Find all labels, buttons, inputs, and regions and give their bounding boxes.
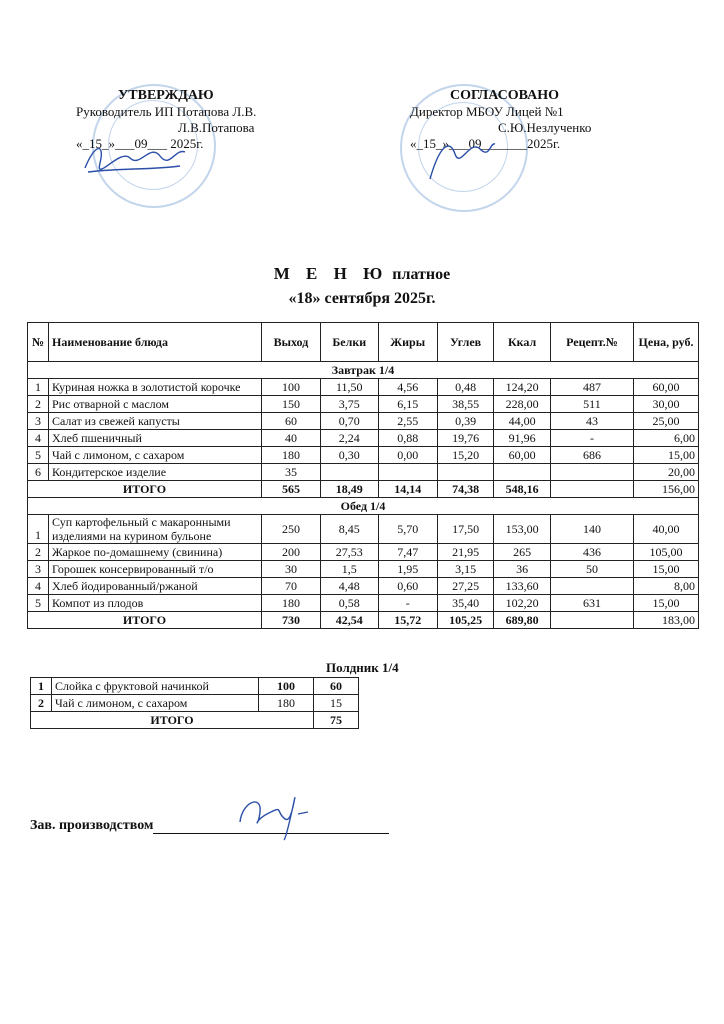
total-label: ИТОГО <box>28 612 262 629</box>
title-menu: М Е Н Ю <box>273 264 389 283</box>
cell-name: Чай с лимоном, с сахаром <box>52 695 259 712</box>
cell-number: 2 <box>28 544 49 561</box>
total-fats: 15,72 <box>378 612 437 629</box>
cell-kcal: 60,00 <box>494 447 551 464</box>
header-price: Цена, руб. <box>634 323 699 362</box>
header-kcal: Ккал <box>494 323 551 362</box>
cell-price: 15,00 <box>634 561 699 578</box>
approval-left-signatory: Л.В.Потапова <box>178 120 255 135</box>
cell-recipe: - <box>550 430 633 447</box>
document-date: «18» сентября 2025г. <box>288 290 436 307</box>
cell-proteins: 3,75 <box>320 396 378 413</box>
section-lunch <box>28 498 699 515</box>
approval-left-date: «_15_»___09___ 2025г. <box>76 136 204 151</box>
signature-right <box>420 134 500 184</box>
document-title <box>0 264 724 284</box>
cell-price: 60 <box>314 678 359 695</box>
cell-name: Кондитерское изделие <box>49 464 262 481</box>
cell-output: 180 <box>262 447 321 464</box>
cell-proteins <box>320 464 378 481</box>
cell-output: 100 <box>262 379 321 396</box>
footer-signature-line <box>30 818 389 834</box>
cell-proteins: 11,50 <box>320 379 378 396</box>
menu-table <box>27 322 699 629</box>
snack-section-title: Полдник 1/4 <box>326 660 399 675</box>
cell-proteins: 1,5 <box>320 561 378 578</box>
cell-fats: 7,47 <box>378 544 437 561</box>
cell-number: 3 <box>28 413 49 430</box>
signature-production-manager <box>232 792 312 842</box>
header-proteins: Белки <box>320 323 378 362</box>
cell-price: 15,00 <box>634 447 699 464</box>
cell-number: 4 <box>28 430 49 447</box>
table-row <box>28 413 699 430</box>
snack-total-row <box>31 712 359 729</box>
cell-price: 20,00 <box>634 464 699 481</box>
total-proteins: 42,54 <box>320 612 378 629</box>
table-row <box>28 544 699 561</box>
cell-price: 25,00 <box>634 413 699 430</box>
cell-price: 30,00 <box>634 396 699 413</box>
table-row <box>28 464 699 481</box>
total-fats: 14,14 <box>378 481 437 498</box>
cell-number: 2 <box>28 396 49 413</box>
cell-name: Суп картофельный с макаронными изделиями на курином бульоне <box>49 515 262 544</box>
cell-name: Чай с лимоном, с сахаром <box>49 447 262 464</box>
cell-recipe: 140 <box>550 515 633 544</box>
cell-name: Рис отварной с маслом <box>49 396 262 413</box>
cell-recipe: 511 <box>550 396 633 413</box>
cell-carbs: 15,20 <box>437 447 494 464</box>
breakfast-total-row <box>28 481 699 498</box>
cell-kcal: 228,00 <box>494 396 551 413</box>
cell-name: Компот из плодов <box>49 595 262 612</box>
cell-proteins: 4,48 <box>320 578 378 595</box>
total-price: 75 <box>314 712 359 729</box>
cell-number: 1 <box>31 678 52 695</box>
cell-output: 250 <box>262 515 321 544</box>
cell-number: 3 <box>28 561 49 578</box>
cell-carbs: 27,25 <box>437 578 494 595</box>
cell-carbs: 3,15 <box>437 561 494 578</box>
cell-carbs: 0,39 <box>437 413 494 430</box>
header-fats: Жиры <box>378 323 437 362</box>
cell-output: 70 <box>262 578 321 595</box>
total-kcal: 689,80 <box>494 612 551 629</box>
signature-left <box>80 138 190 178</box>
cell-name: Горошек консервированный т/о <box>49 561 262 578</box>
cell-price: 105,00 <box>634 544 699 561</box>
cell-carbs: 0,48 <box>437 379 494 396</box>
table-row <box>28 396 699 413</box>
cell-price: 15,00 <box>634 595 699 612</box>
cell-recipe: 50 <box>550 561 633 578</box>
approval-right-signatory: С.Ю.Незлученко <box>498 120 592 135</box>
cell-fats: 5,70 <box>378 515 437 544</box>
cell-proteins: 8,45 <box>320 515 378 544</box>
header-output: Выход <box>262 323 321 362</box>
cell-proteins: 2,24 <box>320 430 378 447</box>
cell-number: 2 <box>31 695 52 712</box>
header-dish-name: Наименование блюда <box>49 323 262 362</box>
table-row <box>28 447 699 464</box>
cell-carbs: 19,76 <box>437 430 494 447</box>
total-carbs: 105,25 <box>437 612 494 629</box>
cell-proteins: 27,53 <box>320 544 378 561</box>
approval-left-position: Руководитель ИП Потапова Л.В. <box>76 104 257 119</box>
cell-fats: 2,55 <box>378 413 437 430</box>
cell-carbs: 38,55 <box>437 396 494 413</box>
cell-carbs: 17,50 <box>437 515 494 544</box>
table-row <box>28 561 699 578</box>
cell-fats: 0,88 <box>378 430 437 447</box>
cell-kcal: 36 <box>494 561 551 578</box>
approval-left-heading: УТВЕРЖДАЮ <box>118 88 214 103</box>
section-title: Обед 1/4 <box>28 498 699 515</box>
cell-carbs: 35,40 <box>437 595 494 612</box>
cell-price: 60,00 <box>634 379 699 396</box>
cell-output: 40 <box>262 430 321 447</box>
cell-kcal: 91,96 <box>494 430 551 447</box>
cell-kcal: 102,20 <box>494 595 551 612</box>
cell-name: Хлеб пшеничный <box>49 430 262 447</box>
cell-recipe <box>550 464 633 481</box>
cell-fats: 1,95 <box>378 561 437 578</box>
cell-proteins: 0,58 <box>320 595 378 612</box>
cell-number: 1 <box>28 379 49 396</box>
section-breakfast <box>28 362 699 379</box>
table-row <box>28 515 699 544</box>
cell-fats: 0,00 <box>378 447 437 464</box>
total-carbs: 74,38 <box>437 481 494 498</box>
cell-output: 60 <box>262 413 321 430</box>
cell-kcal: 265 <box>494 544 551 561</box>
cell-name: Жаркое по-домашнему (свинина) <box>49 544 262 561</box>
approval-right-heading: СОГЛАСОВАНО <box>450 88 559 103</box>
cell-kcal: 44,00 <box>494 413 551 430</box>
cell-price: 40,00 <box>634 515 699 544</box>
title-suffix: платное <box>392 266 451 283</box>
table-row <box>31 678 359 695</box>
table-header <box>28 323 699 362</box>
cell-fats: - <box>378 595 437 612</box>
cell-output: 30 <box>262 561 321 578</box>
table-row <box>28 595 699 612</box>
total-recipe <box>550 612 633 629</box>
approval-right-date: «_15_»___09_______2025г. <box>410 136 561 151</box>
cell-fats <box>378 464 437 481</box>
cell-recipe: 43 <box>550 413 633 430</box>
table-row <box>28 379 699 396</box>
cell-kcal: 124,20 <box>494 379 551 396</box>
cell-kcal <box>494 464 551 481</box>
cell-output: 180 <box>259 695 314 712</box>
cell-output: 150 <box>262 396 321 413</box>
cell-number: 6 <box>28 464 49 481</box>
cell-price: 8,00 <box>634 578 699 595</box>
cell-carbs <box>437 464 494 481</box>
total-output: 730 <box>262 612 321 629</box>
cell-name: Слойка с фруктовой начинкой <box>52 678 259 695</box>
cell-price: 15 <box>314 695 359 712</box>
cell-output: 35 <box>262 464 321 481</box>
snack-table <box>30 677 359 729</box>
cell-recipe: 436 <box>550 544 633 561</box>
cell-fats: 0,60 <box>378 578 437 595</box>
cell-fats: 4,56 <box>378 379 437 396</box>
cell-carbs: 21,95 <box>437 544 494 561</box>
cell-kcal: 133,60 <box>494 578 551 595</box>
lunch-total-row <box>28 612 699 629</box>
total-price: 156,00 <box>634 481 699 498</box>
cell-recipe <box>550 578 633 595</box>
total-price: 183,00 <box>634 612 699 629</box>
total-proteins: 18,49 <box>320 481 378 498</box>
cell-kcal: 153,00 <box>494 515 551 544</box>
cell-name: Хлеб йодированный/ржаной <box>49 578 262 595</box>
table-row <box>28 578 699 595</box>
header-recipe: Рецепт.№ <box>550 323 633 362</box>
total-kcal: 548,16 <box>494 481 551 498</box>
cell-recipe: 487 <box>550 379 633 396</box>
cell-number: 5 <box>28 447 49 464</box>
cell-fats: 6,15 <box>378 396 437 413</box>
cell-number: 4 <box>28 578 49 595</box>
cell-output: 200 <box>262 544 321 561</box>
total-output: 565 <box>262 481 321 498</box>
cell-number: 1 <box>28 515 49 544</box>
section-title: Завтрак 1/4 <box>28 362 699 379</box>
total-label: ИТОГО <box>31 712 314 729</box>
total-label: ИТОГО <box>28 481 262 498</box>
header-number: № <box>28 323 49 362</box>
cell-output: 100 <box>259 678 314 695</box>
cell-output: 180 <box>262 595 321 612</box>
cell-name: Куриная ножка в золотистой корочке <box>49 379 262 396</box>
header-carbs: Углев <box>437 323 494 362</box>
cell-price: 6,00 <box>634 430 699 447</box>
approval-right-position: Директор МБОУ Лицей №1 <box>410 104 564 119</box>
cell-proteins: 0,70 <box>320 413 378 430</box>
cell-recipe: 686 <box>550 447 633 464</box>
table-row <box>28 430 699 447</box>
cell-proteins: 0,30 <box>320 447 378 464</box>
total-recipe <box>550 481 633 498</box>
table-row <box>31 695 359 712</box>
cell-name: Салат из свежей капусты <box>49 413 262 430</box>
cell-number: 5 <box>28 595 49 612</box>
cell-recipe: 631 <box>550 595 633 612</box>
footer-label: Зав. производством <box>30 818 154 833</box>
